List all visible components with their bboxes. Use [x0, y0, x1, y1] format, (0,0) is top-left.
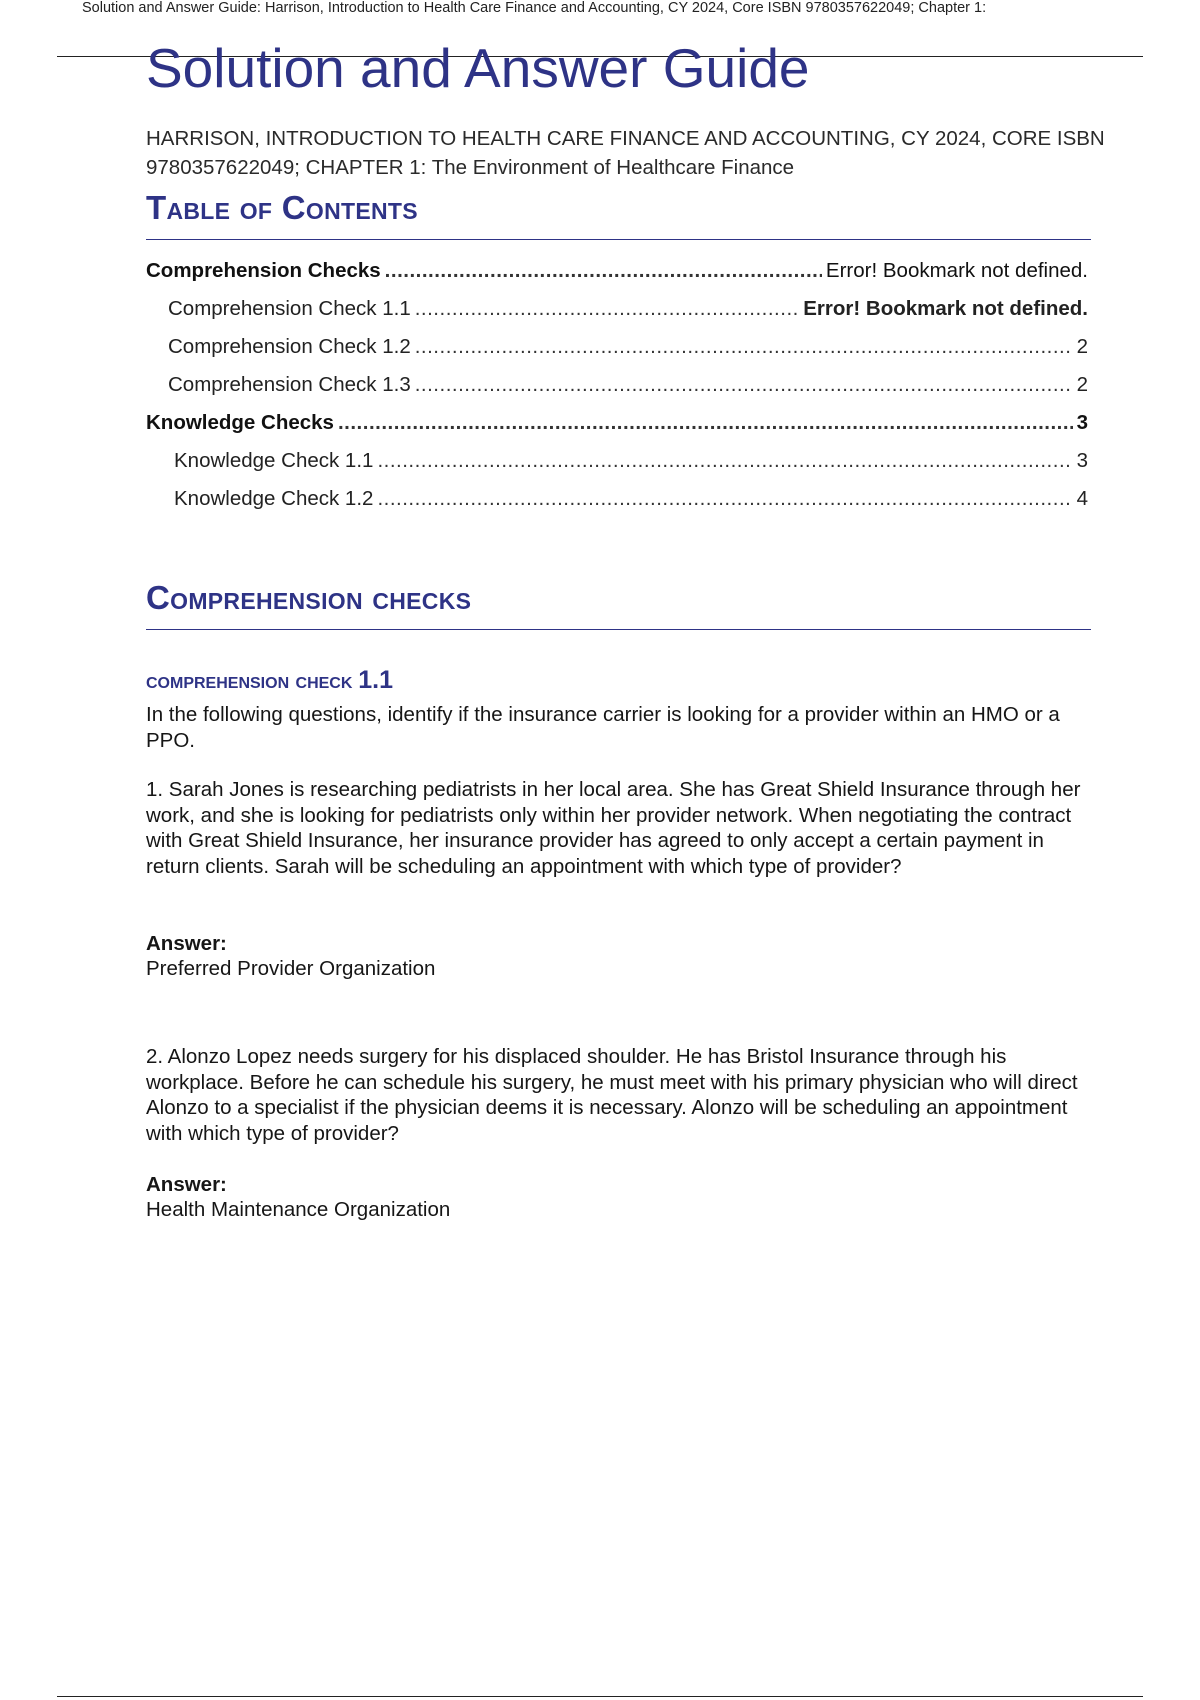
toc-entry-label: Comprehension Check 1.1	[168, 297, 411, 320]
toc-heading-rule	[146, 239, 1091, 240]
toc-entry-label: Comprehension Checks	[146, 259, 381, 282]
page-content	[146, 34, 1105, 1221]
toc-entry[interactable]	[146, 442, 1088, 480]
toc-entry-label: Comprehension Check 1.3	[168, 373, 411, 396]
toc-entry-label: Knowledge Check 1.1	[174, 449, 374, 472]
toc-leader-dots	[377, 442, 1072, 480]
subtitle-chapter-title: 1: The Environment of Healthcare Finance	[403, 156, 795, 179]
subsection-heading-text: comprehension check	[146, 667, 353, 693]
toc-entry-page: Error! Bookmark not defined.	[825, 259, 1088, 282]
toc-entry-page: 4	[1076, 487, 1088, 510]
section-heading-rule	[146, 629, 1091, 630]
section-intro: In the following questions, identify if the insurance carrier is looking for a provider within an HMO or a PPO.	[146, 703, 1060, 752]
toc-entry-page: 2	[1076, 335, 1088, 358]
toc-entry-label: Comprehension Check 1.2	[168, 335, 411, 358]
toc-entry-page: 2	[1076, 373, 1088, 396]
document-title: Solution and Answer Guide	[146, 37, 810, 99]
toc-entry-page: 3	[1076, 411, 1088, 434]
question-1: 1. Sarah Jones is researching pediatrists in her local area. She has Great Shield Insurance through her work, and she is looking for pediatrists only within her provider network. When negotiating the contract with Great Shield Insurance, her insurance provider has agreed to only accept a certain payment in return clients. Sarah will be scheduling an appointment with which type of provider?	[146, 778, 1081, 878]
toc-leader-dots	[377, 480, 1072, 518]
answer-label: Answer:	[146, 1173, 227, 1196]
subsection-heading-number: 1.1	[358, 666, 394, 694]
toc-entry[interactable]	[146, 290, 1088, 328]
toc-entry-label: Knowledge Check 1.2	[174, 487, 374, 510]
answer-2: Health Maintenance Organization	[146, 1198, 451, 1221]
toc-leader-dots	[338, 404, 1073, 442]
toc-entry-page: Error! Bookmark not defined.	[803, 297, 1088, 320]
subtitle-isbn: 9780357622049;	[146, 156, 306, 179]
toc-leader-dots	[415, 290, 800, 328]
table-of-contents	[146, 252, 1088, 518]
toc-leader-dots	[385, 252, 822, 290]
toc-entry[interactable]	[146, 480, 1088, 518]
toc-heading: Table of Contents	[146, 189, 418, 226]
toc-entry-page: 3	[1076, 449, 1088, 472]
answer-1: Preferred Provider Organization	[146, 957, 436, 980]
subsection-heading	[146, 666, 393, 695]
subtitle-chapter-word: CHAPTER	[305, 156, 404, 179]
toc-entry[interactable]	[146, 366, 1088, 404]
toc-entry[interactable]	[146, 328, 1088, 366]
toc-entry[interactable]	[146, 404, 1088, 442]
subtitle-line-1: HARRISON, INTRODUCTION TO HEALTH CARE FINANCE AND ACCOUNTING, CY 2024, CORE ISBN	[146, 127, 1105, 150]
toc-leader-dots	[415, 328, 1073, 366]
toc-entry-label: Knowledge Checks	[146, 411, 334, 434]
toc-entry[interactable]	[146, 252, 1088, 290]
document-subtitle	[146, 124, 1106, 182]
section-heading: Comprehension checks	[146, 579, 472, 616]
question-2: 2. Alonzo Lopez needs surgery for his displaced shoulder. He has Bristol Insurance through his workplace. Before he can schedule his surgery, he must meet with his primary physician who will direct Alonzo to a specialist if the physician deems it is necessary. Alonzo will be scheduling an appointment with which type of provider?	[146, 1045, 1078, 1145]
toc-leader-dots	[415, 366, 1073, 404]
running-header: Solution and Answer Guide: Harrison, Introduction to Health Care Finance and Accounting, CY 2024, Core ISBN 9780357622049; Chapter 1:	[82, 0, 987, 16]
answer-label: Answer:	[146, 932, 227, 955]
footer-rule	[57, 1696, 1143, 1697]
